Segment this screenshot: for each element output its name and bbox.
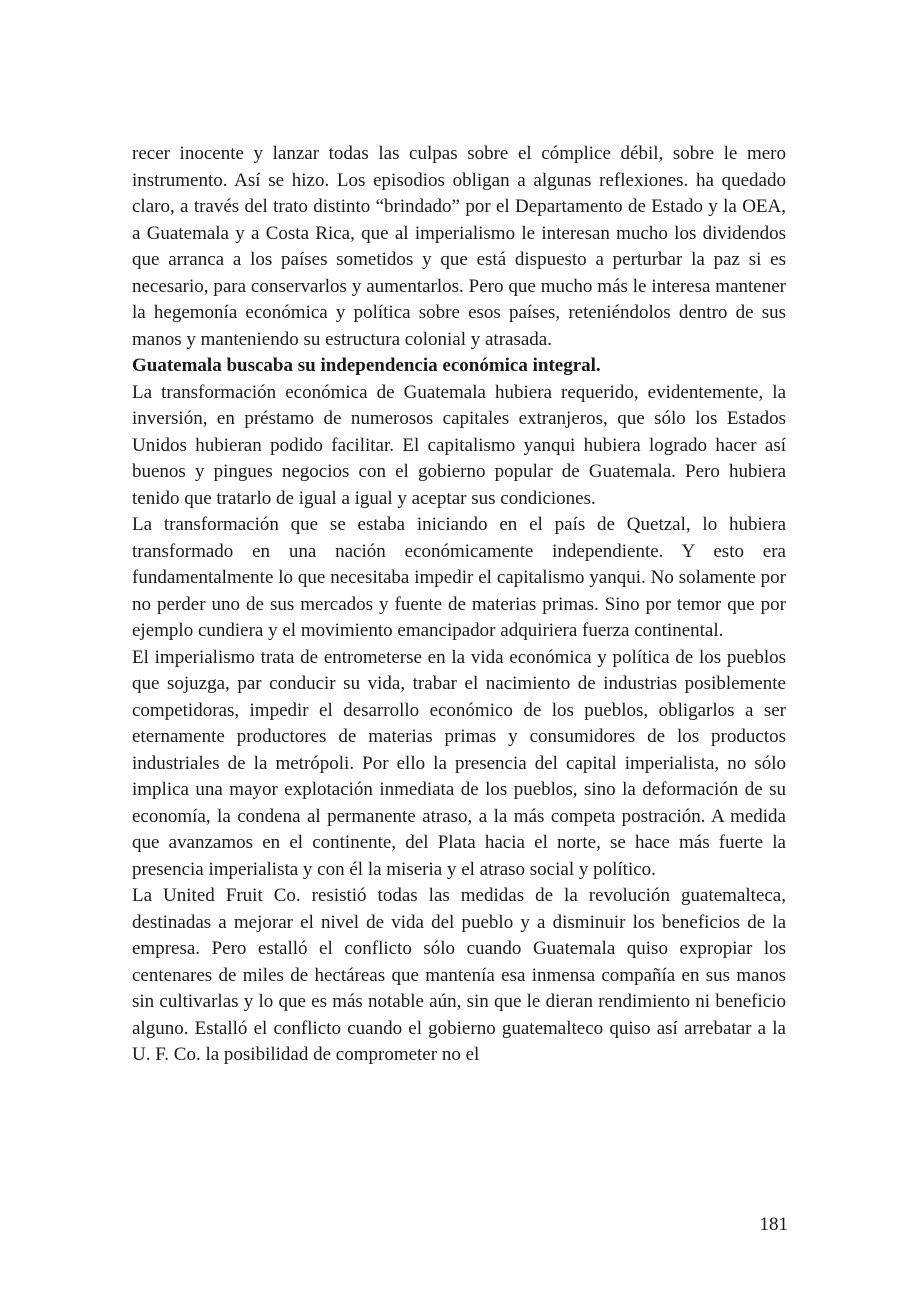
paragraph-economic-transformation: La transformación económica de Guatemala hubiera requerido, evidentemente, la inversión, en préstamo de numerosos capitales extranjeros, que sólo los Estados Unidos hubieran podido facilitar. El capitalismo yanqui hubiera logrado hacer así buenos y pingues negocios con el gobierno popular de Guatemala. Pero hubiera tenido que tratarlo de igual a igual y aceptar sus condiciones.	[132, 381, 786, 509]
paragraph-intro-continuation: recer inocente y lanzar todas las culpas sobre el cómplice débil, sobre le mero instrumento. Así se hizo. Los episodios obligan a algunas reflexiones. ha quedado claro, a través del trato distinto “brindado” por el Departamento de Estado y la OEA, a Guatemala y a Costa Rica, que al imperialismo le interesan mucho los dividendos que arranca a los países sometidos y que está dispuesto a perturbar la paz si es necesario, para conservarlos y aumentarlos. Pero que mucho más le interesa mantener la hegemonía económica y política sobre esos países, reteniéndolos dentro de sus manos y manteniendo su estructura colonial y atrasada.	[132, 143, 786, 350]
page-body	[132, 141, 786, 1069]
page-number: 181	[759, 1214, 788, 1235]
paragraph-united-fruit: La United Fruit Co. resistió todas las medidas de la revolución guatemalteca, destinadas a mejorar el nivel de vida del pueblo y a disminuir los beneficios de la empresa. Pero estalló el conflicto sólo cuando Guatemala quiso expropiar los centenares de miles de hectáreas que mantenía esa inmensa compañía en sus manos sin cultivarlas y lo que es más notable aún, sin que le dieran rendimiento ni beneficio alguno. Estalló el conflicto cuando el gobierno guatemalteco quiso así arrebatar a la U. F. Co. la posibilidad de comprometer no el	[132, 885, 786, 1065]
paragraph-imperialism: El imperialismo trata de entrometerse en la vida económica y política de los pueblos que sojuzga, par conducir su vida, trabar el nacimiento de industrias posiblemente competidoras, impedir el desarrollo económico de los pueblos, obligarlos a ser eternamente productores de materias primas y consumidores de los productos industriales de la metrópoli. Por ello la presencia del capital imperialista, no sólo implica una mayor explotación inmediata de los pueblos, sino la deformación de su economía, la condena al permanente atraso, a la más competa postración. A medida que avanzamos en el continente, del Plata hacia el norte, se hace más fuerte la presencia imperialista y con él la miseria y el atraso social y político.	[132, 646, 786, 880]
paragraph-quetzal: La transformación que se estaba iniciando en el país de Quetzal, lo hubiera transformado en una nación económicamente independiente. Y esto era fundamentalmente lo que necesitaba impedir el capitalismo yanqui. No solamente por no perder uno de sus mercados y fuente de materias primas. Sino por temor que por ejemplo cundiera y el movimiento emancipador adquiriera fuerza continental.	[132, 514, 786, 641]
section-heading: Guatemala buscaba su independencia económica integral.	[132, 355, 601, 376]
